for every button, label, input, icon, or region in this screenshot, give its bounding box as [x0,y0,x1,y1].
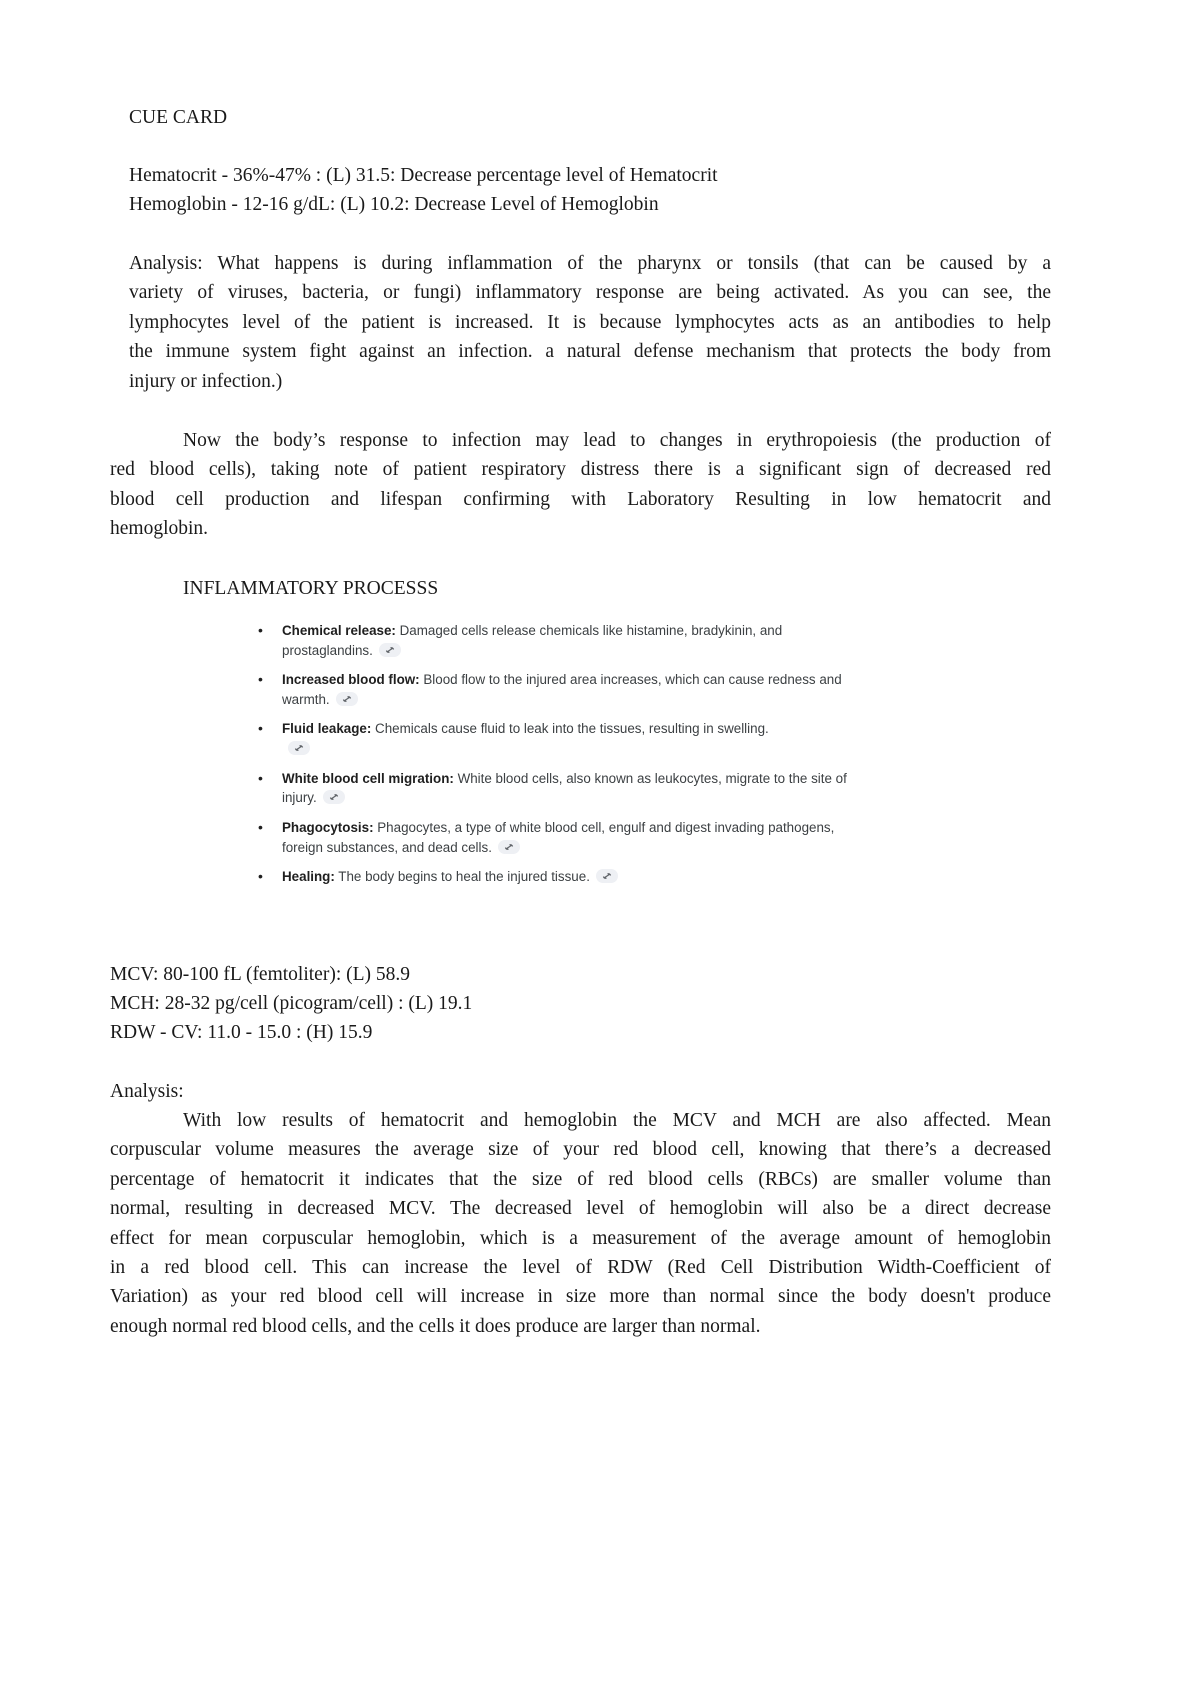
paragraph-2-line: Now the body’s response to infection may lead to changes in erythropoiesis (the production of [183,430,1051,451]
list-item [254,867,874,887]
list-item [254,818,874,858]
bullet-icon: • [258,622,263,638]
list-item-desc: Damaged cells release chemicals like histamine, bradykinin, and prostaglandins. [282,623,783,658]
list-item-term: Increased blood flow: [282,672,420,688]
paragraph-2-line: red blood cells), taking note of patient respiratory distress there is a significant sign of decreased red [110,459,1051,481]
analysis-2-line: in a red blood cell. This can increase the level of RDW (Red Cell Distribution Width-Coefficient of [110,1256,1051,1278]
list-item-term: White blood cell migration: [282,770,454,786]
bullet-icon: • [258,720,263,737]
analysis-1-line: variety of viruses, bacteria, or fungi) inflammatory response are being activated. As you can see, the [129,282,1051,304]
link-icon[interactable] [498,840,520,854]
erythropoiesis-paragraph [110,426,1051,544]
list-item [254,719,782,759]
list-item [254,621,874,661]
analysis-2-label: Analysis: [110,1081,184,1102]
link-icon[interactable] [288,741,310,755]
list-item-desc: Phagocytes, a type of white blood cell, engulf and digest invading pathogens, foreign substances, and dead cells. [282,819,835,855]
analysis-paragraph-2 [110,1106,1051,1341]
list-item-term: Phagocytosis: [282,819,374,835]
inflammatory-process-list [254,621,874,896]
paragraph-2-line: hemoglobin. [110,518,209,540]
analysis-1-line: lymphocytes level of the patient is increased. It is because lymphocytes acts as an antibodies to help [129,311,1051,333]
inflammatory-heading: INFLAMMATORY PROCESSS [183,578,439,599]
list-item-desc: White blood cells, also known as leukocytes, migrate to the site of injury. [282,770,847,806]
analysis-paragraph-1 [129,249,1051,396]
list-item-term: Healing: [282,868,335,884]
link-icon[interactable] [336,692,358,706]
lab-line-rdw-cv: RDW - CV: 11.0 - 15.0 : (H) 15.9 [110,1022,373,1043]
lab-line-hematocrit: Hematocrit - 36%-47% : (L) 31.5: Decrease percentage level of Hematocrit [129,165,718,186]
analysis-1-line: the immune system fight against an infection. a natural defense mechanism that protects the body from [129,341,1051,363]
bullet-icon: • [258,818,263,835]
link-icon[interactable] [379,643,401,657]
lab-line-mch: MCH: 28-32 pg/cell (picogram/cell) : (L) 19.1 [110,993,473,1014]
lab-line-mcv: MCV: 80-100 fL (femtoliter): (L) 58.9 [110,964,411,985]
analysis-1-line: injury or infection.) [129,370,283,392]
list-item-desc: Blood flow to the injured area increases, which can cause redness and warmth. [282,672,842,707]
analysis-2-line: effect for mean corpuscular hemoglobin, which is a measurement of the average amount of hemoglobin [110,1227,1051,1249]
paragraph-2-line: blood cell production and lifespan confirming with Laboratory Resulting in low hematocrit and [110,488,1051,510]
bullet-icon: • [258,769,263,786]
bullet-icon: • [258,671,263,688]
link-icon[interactable] [596,869,618,883]
analysis-2-line: percentage of hematocrit it indicates that the size of red blood cells (RBCs) are smaller volume than [110,1168,1051,1190]
list-item-term: Chemical release: [282,623,396,638]
analysis-2-line: corpuscular volume measures the average size of your red blood cell, knowing that there’s a decreased [110,1139,1051,1161]
list-item [254,670,874,710]
analysis-2-line: Variation) as your red blood cell will increase in size more than normal since the body doesn't produce [110,1286,1051,1308]
list-item [254,769,874,809]
analysis-2-line: normal, resulting in decreased MCV. The decreased level of hemoglobin will also be a direct decrease [110,1198,1051,1220]
list-item-desc: Chemicals cause fluid to leak into the tissues, resulting in swelling. [371,721,769,737]
analysis-2-line: With low results of hematocrit and hemoglobin the MCV and MCH are also affected. Mean [183,1110,1051,1131]
analysis-1-line: Analysis: What happens is during inflammation of the pharynx or tonsils (that can be caused by a [129,253,1051,274]
lab-line-hemoglobin: Hemoglobin - 12-16 g/dL: (L) 10.2: Decrease Level of Hemoglobin [129,194,659,215]
bullet-icon: • [258,867,263,884]
analysis-2-line: enough normal red blood cells, and the cells it does produce are larger than normal. [110,1315,761,1337]
link-icon[interactable] [323,790,345,804]
list-item-desc: The body begins to heal the injured tissue. [334,868,590,884]
document-title: CUE CARD [129,107,228,128]
list-item-term: Fluid leakage: [282,721,372,737]
